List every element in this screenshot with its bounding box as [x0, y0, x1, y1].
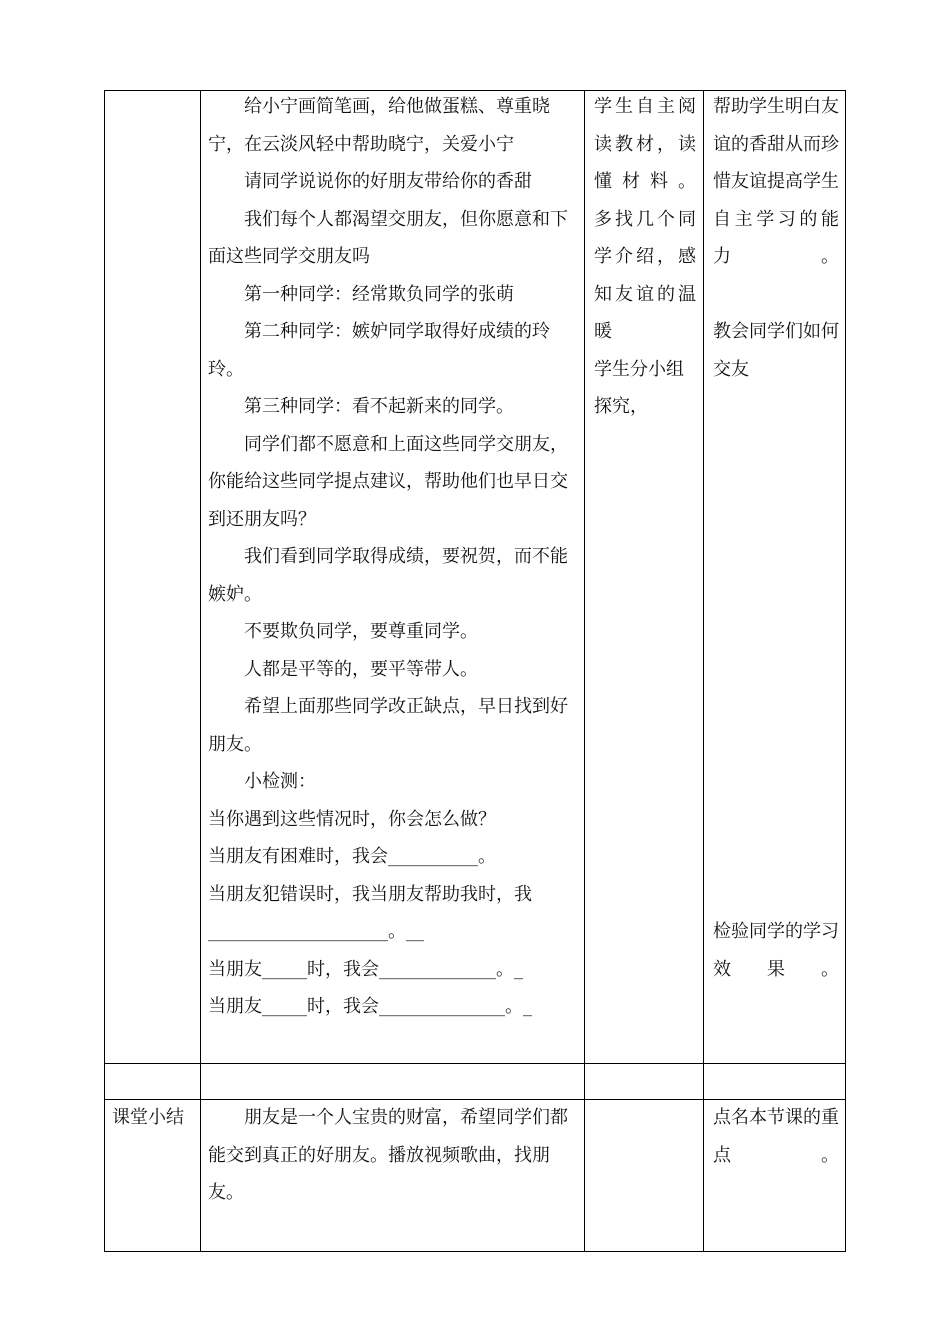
content-paragraph: 希望上面那些同学改正缺点，早日找到好朋友。 [208, 696, 568, 755]
intent-paragraph: 教会同学们如何交友 [713, 321, 839, 380]
teaching-content-cell [208, 88, 576, 1026]
quiz-line: ____________________。__ [208, 921, 424, 942]
column-divider-1 [200, 90, 201, 1252]
summary-title: 课堂小结 [112, 1107, 184, 1128]
quiz-line: 当朋友有困难时，我会__________。 [208, 846, 496, 867]
activity-paragraph: 学生自主阅读教材，读懂材料。 [594, 96, 696, 192]
summary-content: 朋友是一个人宝贵的财富，希望同学们都能交到真正的好朋友。播放视频歌曲，找朋友。 [208, 1107, 568, 1203]
content-paragraph: 请同学说说你的好朋友带给你的香甜 [244, 171, 532, 192]
content-paragraph: 第一种同学：经常欺负同学的张萌 [244, 283, 514, 305]
intent-paragraph: 帮助学生明白友谊的香甜从而珍惜友谊提高学生自主学习的能力。 [713, 96, 839, 267]
intent-paragraph: 检验同学的学习效果。 [713, 921, 839, 980]
activity-paragraph: 多找几个同学介绍，感知友谊的温暖 [594, 208, 696, 342]
content-paragraph: 给小宁画简笔画，给他做蛋糕、尊重晓宁，在云淡风轻中帮助晓宁，关爱小宁 [208, 96, 550, 155]
summary-intent-cell [713, 1099, 839, 1174]
column-divider-2 [584, 90, 585, 1252]
table-border-bottom [104, 1251, 846, 1252]
content-paragraph: 第三种同学：看不起新来的同学。 [244, 396, 514, 417]
content-paragraph: 同学们都不愿意和上面这些同学交朋友，你能给这些同学提点建议，帮助他们也早日交到还朋友吗？ [208, 433, 568, 530]
table-border-right [845, 90, 846, 1252]
quiz-line: 当朋友_____时，我会______________。_ [208, 996, 532, 1017]
column-divider-3 [703, 90, 704, 1252]
content-paragraph: 我们看到同学取得成绩，要祝贺，而不能嫉妒。 [208, 546, 568, 605]
summary-intent: 点名本节课的重点。 [713, 1107, 839, 1166]
design-intent-cell [713, 88, 839, 988]
content-paragraph: 第二种同学：嫉妒同学取得好成绩的玲玲。 [208, 321, 550, 380]
content-paragraph: 不要欺负同学，要尊重同学。 [244, 621, 478, 642]
table-border-left [104, 90, 105, 1252]
lesson-plan-table [104, 90, 846, 1252]
quiz-line: 当朋友犯错误时，我当朋友帮助我时，我 [208, 883, 532, 905]
quiz-line: 当朋友_____时，我会_____________。_ [208, 958, 523, 980]
row-divider-1 [104, 1063, 846, 1064]
summary-title-cell [112, 1099, 196, 1137]
summary-content-cell [208, 1099, 576, 1212]
quiz-heading: 小检测： [244, 771, 316, 792]
activity-paragraph: 学生分小组探究， [594, 358, 684, 417]
quiz-line: 当你遇到这些情况时，你会怎么做？ [208, 808, 496, 830]
content-paragraph: 人都是平等的，要平等带人。 [244, 658, 478, 680]
content-paragraph: 我们每个人都渴望交朋友，但你愿意和下面这些同学交朋友吗 [208, 208, 568, 267]
student-activity-cell [594, 88, 696, 426]
